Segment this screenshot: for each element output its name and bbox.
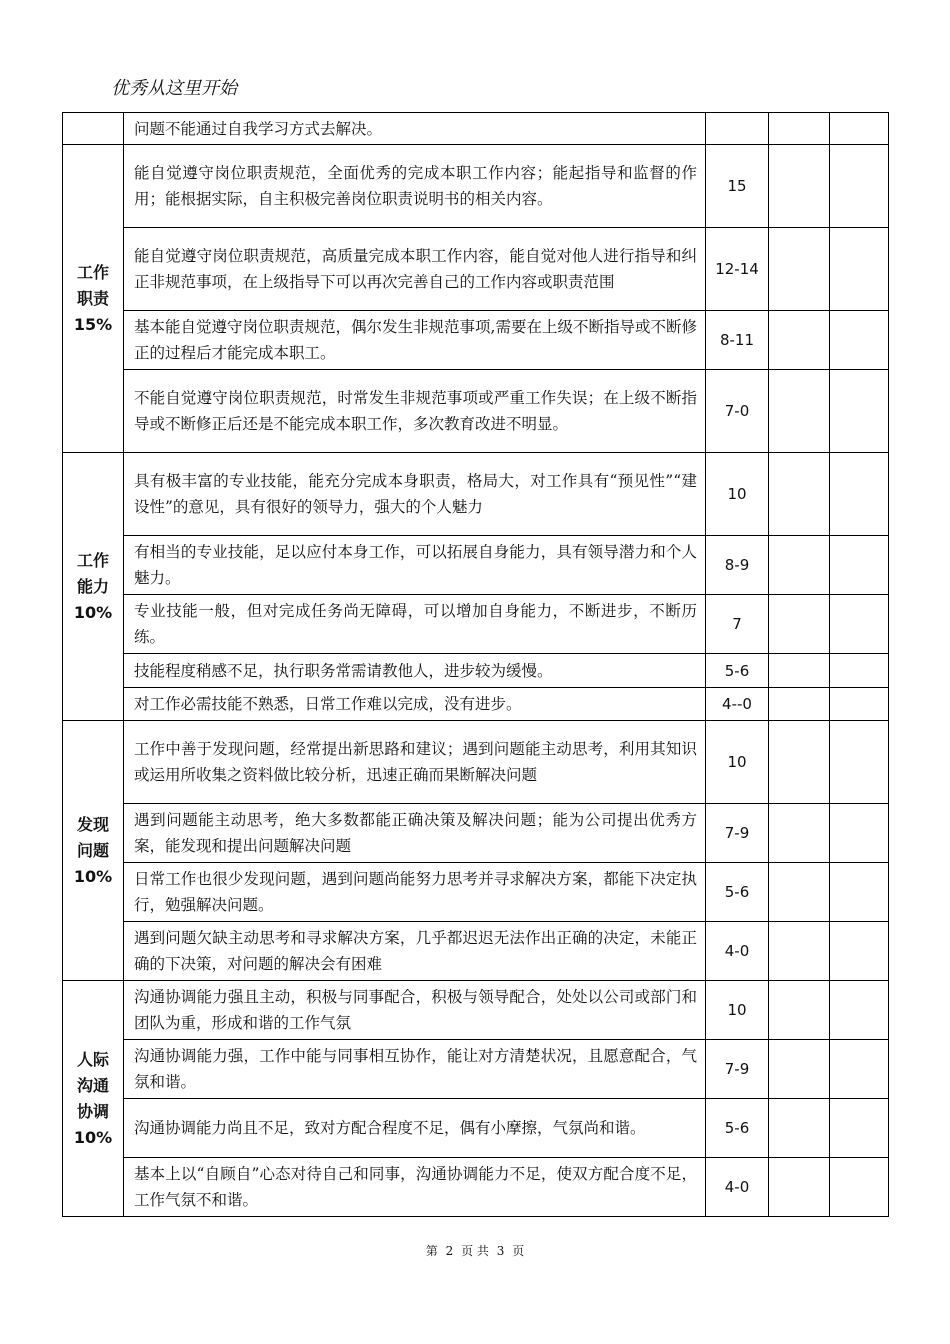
category-cell xyxy=(63,453,124,721)
self-score-cell[interactable] xyxy=(769,370,830,453)
self-score-cell[interactable] xyxy=(769,113,830,145)
category-cell xyxy=(63,721,124,981)
table-row xyxy=(63,863,889,922)
footer-suffix: 页 xyxy=(512,1244,525,1258)
score-range-cell xyxy=(706,113,769,145)
category-name-line: 沟通 xyxy=(76,1075,109,1095)
table-row xyxy=(63,113,889,145)
self-score-cell[interactable] xyxy=(769,922,830,981)
self-score-cell[interactable] xyxy=(769,721,830,804)
table-row xyxy=(63,1158,889,1217)
self-score-cell[interactable] xyxy=(769,228,830,311)
supervisor-score-cell[interactable] xyxy=(830,145,889,228)
supervisor-score-cell[interactable] xyxy=(830,981,889,1040)
supervisor-score-cell[interactable] xyxy=(830,536,889,595)
criteria-description: 不能自觉遵守岗位职责规范，时常发生非规范事项或严重工作失误；在上级不断指导或不断修正后还是不能完成本职工作，多次教育改进不明显。 xyxy=(124,370,706,453)
criteria-description: 日常工作也很少发现问题，遇到问题尚能努力思考并寻求解决方案，都能下决定执行，勉强解决问题。 xyxy=(124,863,706,922)
category-weight: 10% xyxy=(73,602,113,622)
supervisor-score-cell[interactable] xyxy=(830,863,889,922)
category-name-line: 协调 xyxy=(76,1101,109,1121)
criteria-description: 沟通协调能力强且主动，积极与同事配合，积极与领导配合，处处以公司或部门和团队为重，形成和谐的工作气氛 xyxy=(124,981,706,1040)
score-range-cell: 7-9 xyxy=(706,1040,769,1099)
supervisor-score-cell[interactable] xyxy=(830,721,889,804)
criteria-description: 沟通协调能力尚且不足，致对方配合程度不足，偶有小摩擦，气氛尚和谐。 xyxy=(124,1099,706,1158)
category-name-line: 问题 xyxy=(76,840,109,860)
score-range-cell: 4-0 xyxy=(706,922,769,981)
footer-mid: 页 共 xyxy=(461,1244,489,1258)
table-row xyxy=(63,536,889,595)
evaluation-table xyxy=(62,112,889,1217)
category-name-line: 职责 xyxy=(76,288,109,308)
table-row xyxy=(63,1040,889,1099)
category-name-line: 发现 xyxy=(76,814,109,834)
criteria-description: 沟通协调能力强，工作中能与同事相互协作，能让对方清楚状况，且愿意配合，气氛和谐。 xyxy=(124,1040,706,1099)
category-name-line: 能力 xyxy=(76,576,109,596)
score-range-cell: 5-6 xyxy=(706,654,769,688)
self-score-cell[interactable] xyxy=(769,688,830,721)
score-range-cell: 8-11 xyxy=(706,311,769,370)
self-score-cell[interactable] xyxy=(769,311,830,370)
criteria-description: 问题不能通过自我学习方式去解决。 xyxy=(124,113,706,145)
self-score-cell[interactable] xyxy=(769,1099,830,1158)
category-cell xyxy=(63,981,124,1217)
score-range-cell: 5-6 xyxy=(706,1099,769,1158)
self-score-cell[interactable] xyxy=(769,453,830,536)
score-range-cell: 10 xyxy=(706,721,769,804)
category-cell xyxy=(63,113,124,145)
table-row xyxy=(63,311,889,370)
supervisor-score-cell[interactable] xyxy=(830,453,889,536)
self-score-cell[interactable] xyxy=(769,863,830,922)
criteria-description: 遇到问题能主动思考，绝大多数都能正确决策及解决问题；能为公司提出优秀方案，能发现和提出问题解决问题 xyxy=(124,804,706,863)
table-row xyxy=(63,981,889,1040)
supervisor-score-cell[interactable] xyxy=(830,1040,889,1099)
score-range-cell: 15 xyxy=(706,145,769,228)
score-range-cell: 12-14 xyxy=(706,228,769,311)
criteria-description: 基本上以“自顾自”心态对待自己和同事，沟通协调能力不足，使双方配合度不足，工作气氛不和谐。 xyxy=(124,1158,706,1217)
score-range-cell: 7 xyxy=(706,595,769,654)
footer-total-pages: 3 xyxy=(496,1244,505,1258)
category-name-line: 工作 xyxy=(76,550,109,570)
criteria-description: 具有极丰富的专业技能，能充分完成本身职责，格局大，对工作具有“预见性”“建设性”的意见，具有很好的领导力，强大的个人魅力 xyxy=(124,453,706,536)
criteria-description: 工作中善于发现问题，经常提出新思路和建议；遇到问题能主动思考，利用其知识或运用所收集之资料做比较分析，迅速正确而果断解决问题 xyxy=(124,721,706,804)
criteria-description: 能自觉遵守岗位职责规范，全面优秀的完成本职工作内容；能起指导和监督的作用；能根据实际，自主积极完善岗位职责说明书的相关内容。 xyxy=(124,145,706,228)
score-range-cell: 10 xyxy=(706,453,769,536)
score-range-cell: 5-6 xyxy=(706,863,769,922)
self-score-cell[interactable] xyxy=(769,595,830,654)
category-name-line: 工作 xyxy=(76,262,109,282)
table-row xyxy=(63,721,889,804)
self-score-cell[interactable] xyxy=(769,804,830,863)
table-row xyxy=(63,370,889,453)
self-score-cell[interactable] xyxy=(769,654,830,688)
footer-page-number: 2 xyxy=(445,1244,454,1258)
supervisor-score-cell[interactable] xyxy=(830,1158,889,1217)
category-cell xyxy=(63,145,124,453)
table-row xyxy=(63,922,889,981)
self-score-cell[interactable] xyxy=(769,1040,830,1099)
score-range-cell: 4--0 xyxy=(706,688,769,721)
score-range-cell: 8-9 xyxy=(706,536,769,595)
footer-prefix: 第 xyxy=(425,1244,438,1258)
self-score-cell[interactable] xyxy=(769,145,830,228)
table-row xyxy=(63,228,889,311)
supervisor-score-cell[interactable] xyxy=(830,654,889,688)
supervisor-score-cell[interactable] xyxy=(830,370,889,453)
table-row xyxy=(63,453,889,536)
supervisor-score-cell[interactable] xyxy=(830,595,889,654)
supervisor-score-cell[interactable] xyxy=(830,311,889,370)
table-row xyxy=(63,1099,889,1158)
criteria-description: 对工作必需技能不熟悉，日常工作难以完成，没有进步。 xyxy=(124,688,706,721)
self-score-cell[interactable] xyxy=(769,1158,830,1217)
page-footer xyxy=(0,1242,950,1259)
score-range-cell: 4-0 xyxy=(706,1158,769,1217)
score-range-cell: 7-9 xyxy=(706,804,769,863)
supervisor-score-cell[interactable] xyxy=(830,804,889,863)
supervisor-score-cell[interactable] xyxy=(830,688,889,721)
supervisor-score-cell[interactable] xyxy=(830,113,889,145)
criteria-description: 技能程度稍感不足，执行职务常需请教他人，进步较为缓慢。 xyxy=(124,654,706,688)
table-row xyxy=(63,688,889,721)
criteria-description: 有相当的专业技能，足以应付本身工作，可以拓展自身能力，具有领导潜力和个人魅力。 xyxy=(124,536,706,595)
category-weight: 10% xyxy=(73,1127,113,1147)
table-row xyxy=(63,804,889,863)
category-weight: 10% xyxy=(73,866,113,886)
criteria-description: 能自觉遵守岗位职责规范，高质量完成本职工作内容，能自觉对他人进行指导和纠正非规范事项，在上级指导下可以再次完善自己的工作内容或职责范围 xyxy=(124,228,706,311)
supervisor-score-cell[interactable] xyxy=(830,1099,889,1158)
score-range-cell: 10 xyxy=(706,981,769,1040)
table-row xyxy=(63,654,889,688)
table-row xyxy=(63,145,889,228)
category-name-line: 人际 xyxy=(76,1049,109,1069)
criteria-description: 基本能自觉遵守岗位职责规范，偶尔发生非规范事项,需要在上级不断指导或不断修正的过程后才能完成本职工。 xyxy=(124,311,706,370)
self-score-cell[interactable] xyxy=(769,536,830,595)
supervisor-score-cell[interactable] xyxy=(830,922,889,981)
self-score-cell[interactable] xyxy=(769,981,830,1040)
criteria-description: 专业技能一般，但对完成任务尚无障碍，可以增加自身能力，不断进步，不断历练。 xyxy=(124,595,706,654)
page-header-title: 优秀从这里开始 xyxy=(111,78,237,99)
supervisor-score-cell[interactable] xyxy=(830,228,889,311)
category-weight: 15% xyxy=(73,314,113,334)
score-range-cell: 7-0 xyxy=(706,370,769,453)
criteria-description: 遇到问题欠缺主动思考和寻求解决方案，几乎都迟迟无法作出正确的决定，未能正确的下决策，对问题的解决会有困难 xyxy=(124,922,706,981)
table-row xyxy=(63,595,889,654)
